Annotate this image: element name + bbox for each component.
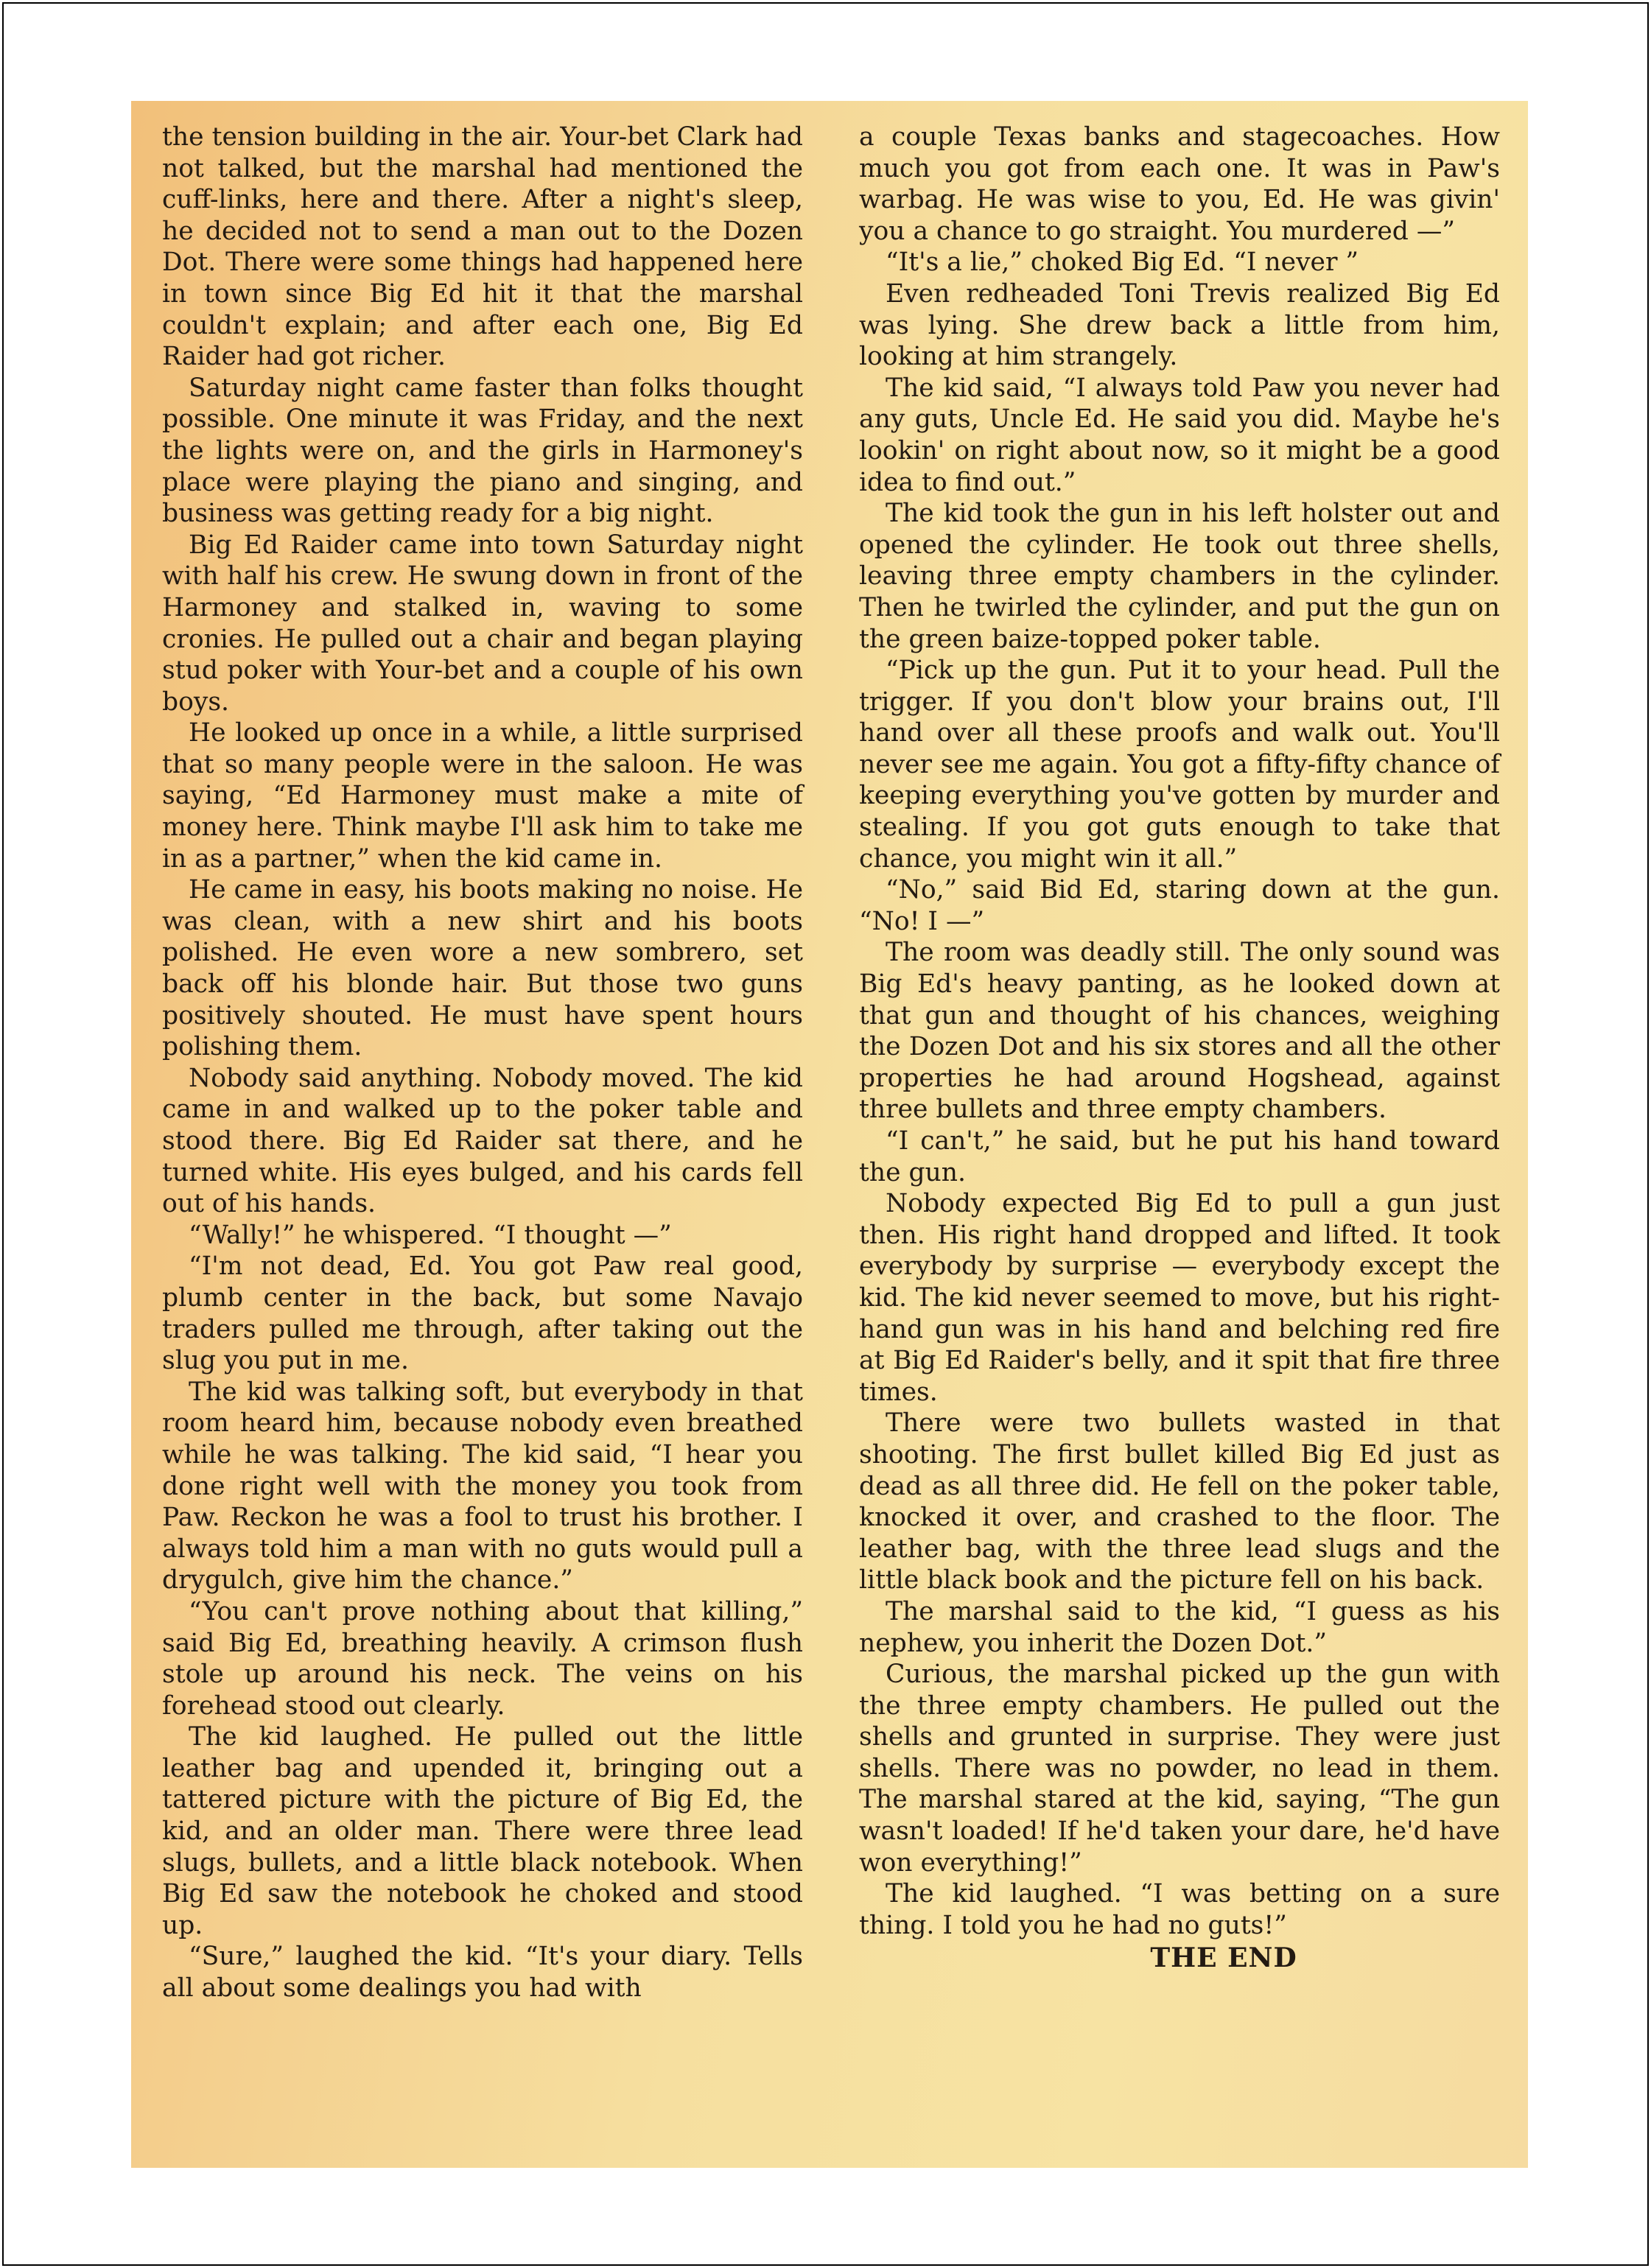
paragraph: “It's a lie,” choked Big Ed. “I never ” bbox=[886, 247, 1359, 278]
paragraph: “No,” said Bid Ed, staring down at the gun. “No! I —” bbox=[859, 875, 1500, 936]
paragraph: “I can't,” he said, but he put his hand toward the gun. bbox=[859, 1126, 1500, 1187]
paragraph: There were two bullets wasted in that shooting. The first bullet killed Big Ed just as dead as all three did. He fell on the poker table, knocked it over, and crashed to the floor. The leather bag, with the three lead slugs and the little black book and the picture fell on his back. bbox=[859, 1408, 1500, 1595]
paragraph: Saturday night came faster than folks thought possible. One minute it was Friday, and the next the lights were on, and the girls in Harmoney's place were playing the piano and singing, and business was getting ready for a big night. bbox=[162, 373, 803, 529]
paragraph: “I'm not dead, Ed. You got Paw real good, plumb center in the back, but some Navajo traders pulled me through, after taking out the slug you put in me. bbox=[162, 1251, 803, 1376]
paragraph: He looked up once in a while, a little surprised that so many people were in the saloon. He was saying, “Ed Harmoney must make a mite of money here. Think maybe I'll ask him to take me in as a partner,” when the kid came in. bbox=[162, 718, 803, 874]
paragraph: “Wally!” he whispered. “I thought —” bbox=[189, 1220, 672, 1250]
paragraph: The kid said, “I always told Paw you never had any guts, Uncle Ed. He said you did. Maybe he's lookin' on right about now, so it might be a good idea to find out.” bbox=[859, 373, 1500, 497]
paragraph: The kid took the gun in his left holster out and opened the cylinder. He took out three shells, leaving three empty chambers in the cylinder. Then he twirled the cylinder, and put the gun on the green baize-topped poker table. bbox=[859, 499, 1500, 654]
paragraph: Even redheaded Toni Trevis realized Big Ed was lying. She drew back a little from him, looking at him strangely. bbox=[859, 278, 1500, 372]
paragraph: The kid was talking soft, but everybody in that room heard him, because nobody even breathed while he was talking. The kid said, “I hear you done right well with the money you took from Paw. Reckon he was a fool to trust his brother. I always told him a man with no guts would pull a drygulch, give him the chance.” bbox=[162, 1377, 803, 1595]
paragraph: a couple Texas banks and stagecoaches. How much you got from each one. It was in Paw's warbag. He was wise to you, Ed. He was givin' you a chance to go straight. You murdered —” bbox=[859, 122, 1500, 246]
paragraph: Nobody expected Big Ed to pull a gun just then. His right hand dropped and lifted. It took everybody by surprise — everybody except the kid. The kid never seemed to move, but his right-hand gun was in his hand and belching red fire at Big Ed Raider's belly, and it spit that fire three times. bbox=[859, 1189, 1500, 1407]
paragraph: “Sure,” laughed the kid. “It's your diary. Tells all about some dealings you had with bbox=[162, 1942, 803, 2004]
left-column bbox=[162, 122, 803, 2004]
paragraph: He came in easy, his boots making no noise. He was clean, with a new shirt and his boots polished. He even wore a new sombrero, set back off his blonde hair. But those two guns positively shouted. He must have spent hours polishing them. bbox=[162, 875, 803, 1062]
paragraph: The kid laughed. He pulled out the little leather bag and upended it, bringing out a tattered picture with the picture of Big Ed, the kid, and an older man. There were three lead slugs, bullets, and a little black notebook. When Big Ed saw the notebook he choked and stood up. bbox=[162, 1722, 803, 1940]
story-page bbox=[131, 101, 1528, 2168]
paragraph: Nobody said anything. Nobody moved. The kid came in and walked up to the poker table and stood there. Big Ed Raider sat there, and he turned white. His eyes bulged, and his cards fell out of his hands. bbox=[162, 1063, 803, 1219]
paragraph: the tension building in the air. Your-bet Clark had not talked, but the marshal had mentioned the cuff-links, here and there. After a night's sleep, he decided not to send a man out to the Dozen Dot. There were some things had happened here in town since Big Ed hit it that the marshal couldn't explain; and after each one, Big Ed Raider had got richer. bbox=[162, 122, 803, 372]
paragraph: Big Ed Raider came into town Saturday night with half his crew. He swung down in front of the Harmoney and stalked in, waving to some cronies. He pulled out a chair and began playing stud poker with Your-bet and a couple of his own boys. bbox=[162, 530, 803, 717]
paragraph: Curious, the marshal picked up the gun with the three empty chambers. He pulled out the shells and grunted in surprise. They were just shells. There was no powder, no lead in them. The marshal stared at the kid, saying, “The gun wasn't loaded! If he'd taken your dare, he'd have won everything!” bbox=[859, 1660, 1500, 1878]
paragraph: The marshal said to the kid, “I guess as his nephew, you inherit the Dozen Dot.” bbox=[859, 1596, 1500, 1658]
the-end-heading: THE END bbox=[1150, 1942, 1297, 1974]
paragraph: “You can't prove nothing about that killing,” said Big Ed, breathing heavily. A crimson flush stole up around his neck. The veins on his forehead stood out clearly. bbox=[162, 1596, 803, 1721]
paragraph: “Pick up the gun. Put it to your head. Pull the trigger. If you don't blow your brains out, I'll hand over all these proofs and walk out. You'll never see me again. You got a fifty-fifty chance of keeping everything you've gotten by murder and stealing. If you got guts enough to take that chance, you might win it all.” bbox=[859, 656, 1500, 874]
right-column bbox=[859, 122, 1500, 1974]
paragraph: The kid laughed. “I was betting on a sure thing. I told you he had no guts!” bbox=[859, 1879, 1500, 1940]
paragraph: The room was deadly still. The only sound was Big Ed's heavy panting, as he looked down at that gun and thought of his chances, weighing the Dozen Dot and his six stores and all the other properties he had around Hogshead, against three bullets and three empty chambers. bbox=[859, 938, 1500, 1125]
